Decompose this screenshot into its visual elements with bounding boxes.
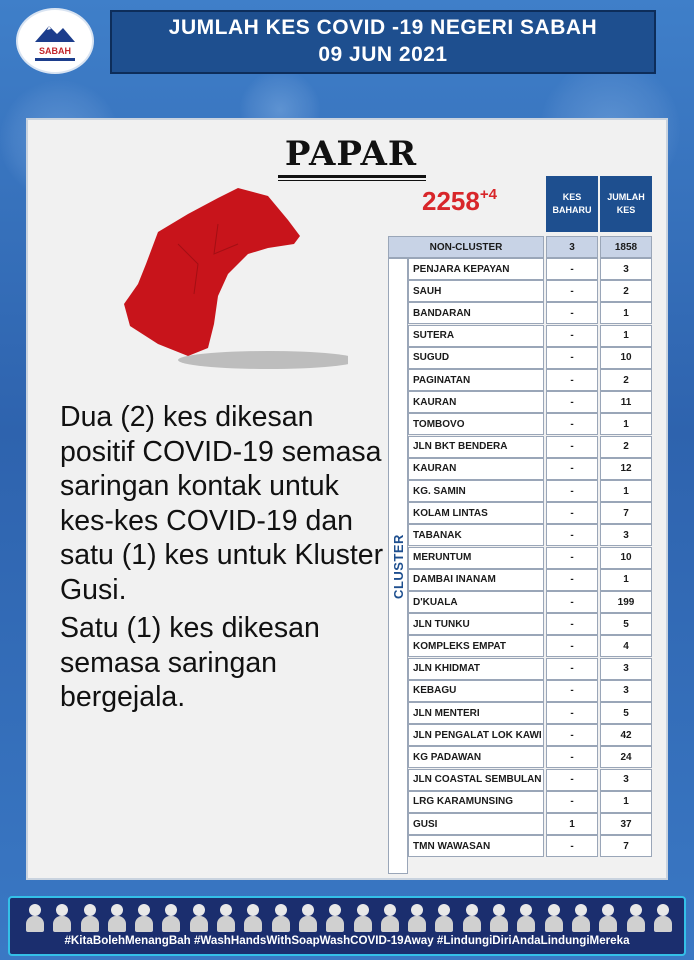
row-name: KOLAM LINTAS	[408, 502, 544, 524]
cluster-label: CLUSTER	[388, 258, 408, 874]
table-row	[408, 258, 652, 280]
row-name: JLN TUNKU	[408, 613, 544, 635]
row-name: NON-CLUSTER	[388, 236, 544, 258]
table-row	[408, 502, 652, 524]
row-new-cases: -	[546, 480, 598, 502]
person-icon	[79, 902, 101, 932]
row-new-cases: -	[546, 680, 598, 702]
row-total-cases: 3	[600, 658, 652, 680]
col-header-total: JUMLAH KES	[600, 176, 652, 232]
row-total-cases: 7	[600, 502, 652, 524]
person-icon	[24, 902, 46, 932]
row-total-cases: 1	[600, 480, 652, 502]
person-icon	[379, 902, 401, 932]
table-row	[408, 569, 652, 591]
person-icon	[297, 902, 319, 932]
row-new-cases: -	[546, 746, 598, 768]
row-new-cases: -	[546, 591, 598, 613]
row-total-cases: 7	[600, 835, 652, 857]
person-icon	[570, 902, 592, 932]
row-name: PENJARA KEPAYAN	[408, 258, 544, 280]
table-row	[408, 436, 652, 458]
title-banner	[110, 10, 656, 74]
row-total-cases: 2	[600, 369, 652, 391]
row-total-cases: 1	[600, 325, 652, 347]
row-total-cases: 5	[600, 702, 652, 724]
footer-banner	[8, 896, 686, 956]
district-map	[118, 184, 348, 374]
person-icon	[188, 902, 210, 932]
row-total-cases: 2	[600, 436, 652, 458]
logo-text: SABAH	[38, 45, 71, 56]
row-new-cases: -	[546, 502, 598, 524]
row-name: SUGUD	[408, 347, 544, 369]
table-row	[408, 835, 652, 857]
person-icon	[215, 902, 237, 932]
row-name: D'KUALA	[408, 591, 544, 613]
table-row	[408, 369, 652, 391]
mountain-icon	[33, 22, 77, 44]
row-total-cases: 42	[600, 724, 652, 746]
row-total-cases: 3	[600, 680, 652, 702]
person-icon	[488, 902, 510, 932]
table-row	[408, 391, 652, 413]
row-new-cases: -	[546, 258, 598, 280]
row-name: LRG KARAMUNSING	[408, 791, 544, 813]
row-new-cases: 1	[546, 813, 598, 835]
description-paragraph: Satu (1) kes dikesan semasa saringan bergejala.	[60, 612, 320, 713]
row-total-cases: 5	[600, 613, 652, 635]
row-name: KAURAN	[408, 458, 544, 480]
hashtags: #KitaBolehMenangBah #WashHandsWithSoapWashCOVID-19Away #LindungiDiriAndaLindungiMereka	[64, 934, 630, 947]
row-name: JLN BKT BENDERA	[408, 436, 544, 458]
table-row	[408, 458, 652, 480]
row-name: JLN COASTAL SEMBULAN	[408, 769, 544, 791]
row-total-cases: 3	[600, 524, 652, 546]
new-cases-count: +4	[479, 186, 497, 203]
table-row	[408, 702, 652, 724]
row-name: PAGINATAN	[408, 369, 544, 391]
row-new-cases: -	[546, 280, 598, 302]
district-name: PAPAR	[284, 134, 418, 174]
row-total-cases: 37	[600, 813, 652, 835]
person-icon	[652, 902, 674, 932]
row-new-cases: -	[546, 458, 598, 480]
person-icon	[543, 902, 565, 932]
table-row	[408, 280, 652, 302]
row-name: SUTERA	[408, 325, 544, 347]
report-date: 09 JUN 2021	[318, 43, 448, 66]
row-new-cases: -	[546, 569, 598, 591]
table-row	[408, 591, 652, 613]
row-total-cases: 3	[600, 769, 652, 791]
row-new-cases: -	[546, 635, 598, 657]
person-icon	[406, 902, 428, 932]
row-new-cases: -	[546, 791, 598, 813]
person-icon	[270, 902, 292, 932]
table-row	[408, 524, 652, 546]
person-icon	[597, 902, 619, 932]
person-icon	[433, 902, 455, 932]
page-title: JUMLAH KES COVID -19 NEGERI SABAH	[168, 16, 598, 40]
person-icon	[515, 902, 537, 932]
row-new-cases: -	[546, 436, 598, 458]
table-row	[408, 769, 652, 791]
row-new-cases: -	[546, 547, 598, 569]
row-new-cases: -	[546, 347, 598, 369]
row-name: TABANAK	[408, 524, 544, 546]
sabah-logo	[16, 8, 94, 74]
row-new-cases: -	[546, 413, 598, 435]
row-name: KEBAGU	[408, 680, 544, 702]
total-cases	[422, 186, 497, 217]
person-icon	[461, 902, 483, 932]
row-name: KAURAN	[408, 391, 544, 413]
table-row	[408, 347, 652, 369]
row-new-cases: -	[546, 391, 598, 413]
table-row-noncluster	[388, 236, 652, 258]
table-row	[408, 302, 652, 324]
row-total-cases: 2	[600, 280, 652, 302]
table-row	[408, 547, 652, 569]
row-name: DAMBAI INANAM	[408, 569, 544, 591]
row-new-cases: -	[546, 658, 598, 680]
table-row	[408, 724, 652, 746]
row-new-cases: -	[546, 724, 598, 746]
person-icon	[242, 902, 264, 932]
row-total-cases: 10	[600, 347, 652, 369]
row-name: KG. SAMIN	[408, 480, 544, 502]
col-header-new: KES BAHARU	[546, 176, 598, 232]
table-row	[408, 791, 652, 813]
row-total-cases: 10	[600, 547, 652, 569]
table-row	[408, 746, 652, 768]
row-name: GUSI	[408, 813, 544, 835]
row-name: JLN KHIDMAT	[408, 658, 544, 680]
row-total-cases: 11	[600, 391, 652, 413]
table-row	[408, 813, 652, 835]
row-total-cases: 1858	[600, 236, 652, 258]
row-name: TOMBOVO	[408, 413, 544, 435]
row-total-cases: 3	[600, 258, 652, 280]
content-panel	[26, 118, 668, 880]
row-name: JLN PENGALAT LOK KAWI	[408, 724, 544, 746]
row-name: KOMPLEKS EMPAT	[408, 635, 544, 657]
person-icon	[324, 902, 346, 932]
row-total-cases: 1	[600, 791, 652, 813]
person-icon	[51, 902, 73, 932]
table-row	[408, 613, 652, 635]
case-description	[60, 400, 390, 715]
row-total-cases: 199	[600, 591, 652, 613]
people-illustration	[24, 902, 674, 934]
person-icon	[625, 902, 647, 932]
table-row	[408, 325, 652, 347]
person-icon	[133, 902, 155, 932]
row-name: MERUNTUM	[408, 547, 544, 569]
person-icon	[352, 902, 374, 932]
table-row	[408, 480, 652, 502]
row-total-cases: 4	[600, 635, 652, 657]
table-row	[408, 413, 652, 435]
row-new-cases: -	[546, 302, 598, 324]
row-name: SAUH	[408, 280, 544, 302]
table-row	[408, 658, 652, 680]
description-paragraph: Dua (2) kes dikesan positif COVID-19 semasa saringan kontak untuk kes-kes COVID-19 dan satu (1) kes untuk Kluster Gusi.	[60, 401, 384, 606]
table-row	[408, 680, 652, 702]
row-new-cases: 3	[546, 236, 598, 258]
row-new-cases: -	[546, 702, 598, 724]
row-new-cases: -	[546, 524, 598, 546]
row-total-cases: 24	[600, 746, 652, 768]
row-name: KG PADAWAN	[408, 746, 544, 768]
row-new-cases: -	[546, 613, 598, 635]
row-name: JLN MENTERI	[408, 702, 544, 724]
row-new-cases: -	[546, 369, 598, 391]
total-count: 2258	[422, 186, 480, 216]
table-row	[408, 635, 652, 657]
row-total-cases: 1	[600, 569, 652, 591]
row-total-cases: 12	[600, 458, 652, 480]
row-name: TMN WAWASAN	[408, 835, 544, 857]
row-new-cases: -	[546, 769, 598, 791]
person-icon	[160, 902, 182, 932]
row-total-cases: 1	[600, 413, 652, 435]
row-new-cases: -	[546, 835, 598, 857]
person-icon	[106, 902, 128, 932]
row-name: BANDARAN	[408, 302, 544, 324]
row-new-cases: -	[546, 325, 598, 347]
row-total-cases: 1	[600, 302, 652, 324]
